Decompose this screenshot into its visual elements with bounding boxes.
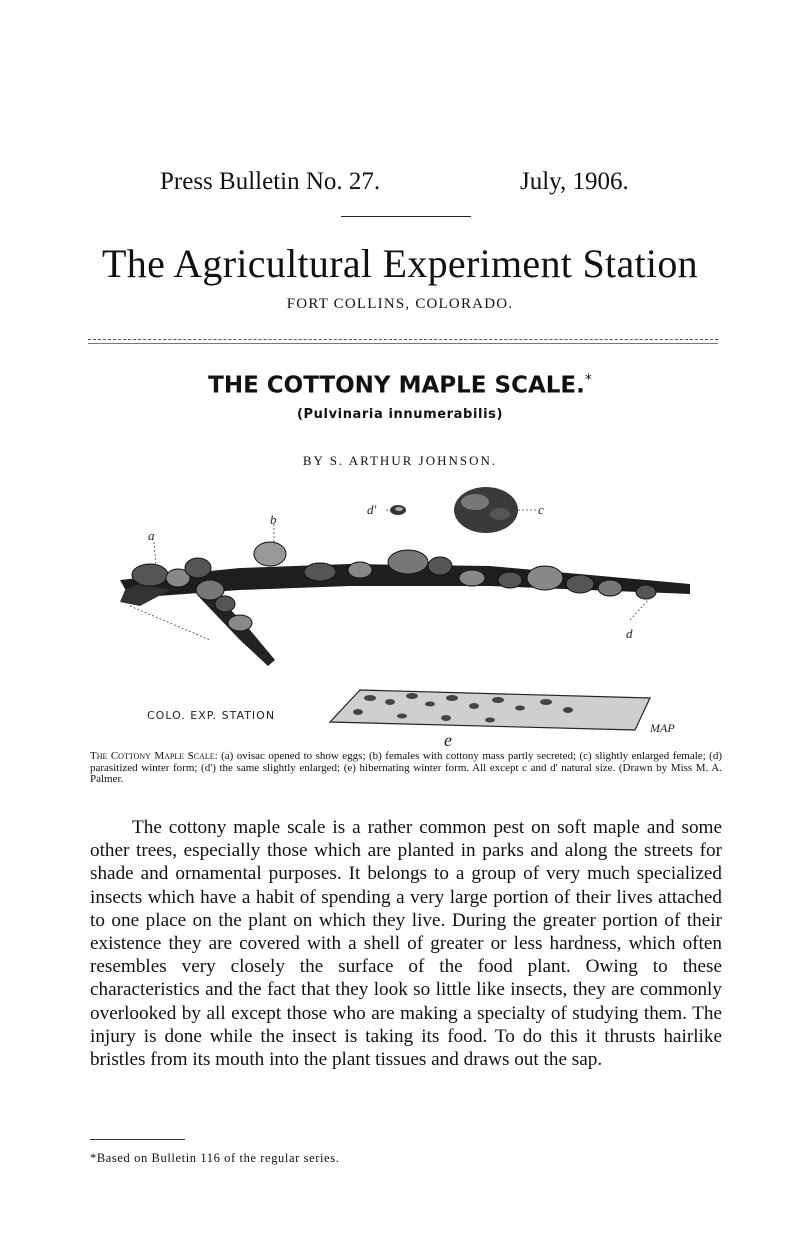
figure-caption <box>90 751 722 786</box>
enlarged-female-c-drawing <box>454 487 518 533</box>
footnote-divider <box>90 1139 185 1140</box>
article-title <box>0 372 800 399</box>
bulletin-number: Press Bulletin No. 27. <box>160 168 381 195</box>
section-divider-dashed <box>88 339 718 340</box>
footnote: *Based on Bulletin 116 of the regular series. <box>90 1151 340 1165</box>
station-title: The Agricultural Experiment Station <box>102 241 698 286</box>
footnote-mark: * <box>584 372 592 388</box>
article-title-text: THE COTTONY MAPLE SCALE. <box>208 372 585 399</box>
figure-label-e: e <box>444 730 452 750</box>
figure-label-d: d <box>626 626 633 641</box>
caption-text: (a) ovisac opened to show eggs; (b) females with cottony mass partly secreted; (c) slightly enlarged female; (d) parasitized winter form; (d') the same slightly enlarged; (e) hibernating winter form. All except c and d' natural size. (Drawn by Miss M. A. Palmer. <box>90 750 722 785</box>
scale-clusters <box>132 542 656 631</box>
illustration-svg <box>90 480 720 755</box>
figure-label-d-prime: d' <box>367 502 377 517</box>
scale-insect-illustration <box>90 480 720 755</box>
section-divider <box>88 343 718 344</box>
bulletin-header <box>0 168 800 198</box>
station-location: FORT COLLINS, COLORADO. <box>286 296 514 312</box>
bulletin-date: July, 1906. <box>520 168 629 195</box>
caption-heading: The Cottony Maple Scale: <box>90 750 218 762</box>
figure-label-a: a <box>148 528 155 543</box>
header-divider <box>341 216 471 217</box>
figure-label-b: b <box>270 512 277 527</box>
figure-credit: COLO. EXP. STATION <box>147 709 276 722</box>
body-paragraph: The cottony maple scale is a rather common pest on soft maple and some other trees, especially those which are planted in parks and along the streets for shade and ornamental purposes. It belongs to a group of very much specialized insects which have a habit of spending a very large portion of their lives attached to one place on the plant on which they live. During the greater portion of their existence they are covered with a shell of greater or less hardness, which often resembles very closely the surface of the food plant. Owing to these characteristics and the fact that they look so little like insects, they are commonly overlooked by all except those who are making a specialty of studying them. The injury is done while the insect is taking its food. To do this it thrusts hairlike bristles from its mouth into the plant tissues and draws out the sap. <box>90 817 722 1071</box>
article-subtitle: (Pulvinaria innumerabilis) <box>296 407 504 422</box>
hibernating-winter-form-e-drawing <box>330 690 650 730</box>
article-byline: BY S. ARTHUR JOHNSON. <box>302 453 498 468</box>
artist-signature: MAP <box>650 721 675 735</box>
figure-label-c: c <box>538 502 544 517</box>
